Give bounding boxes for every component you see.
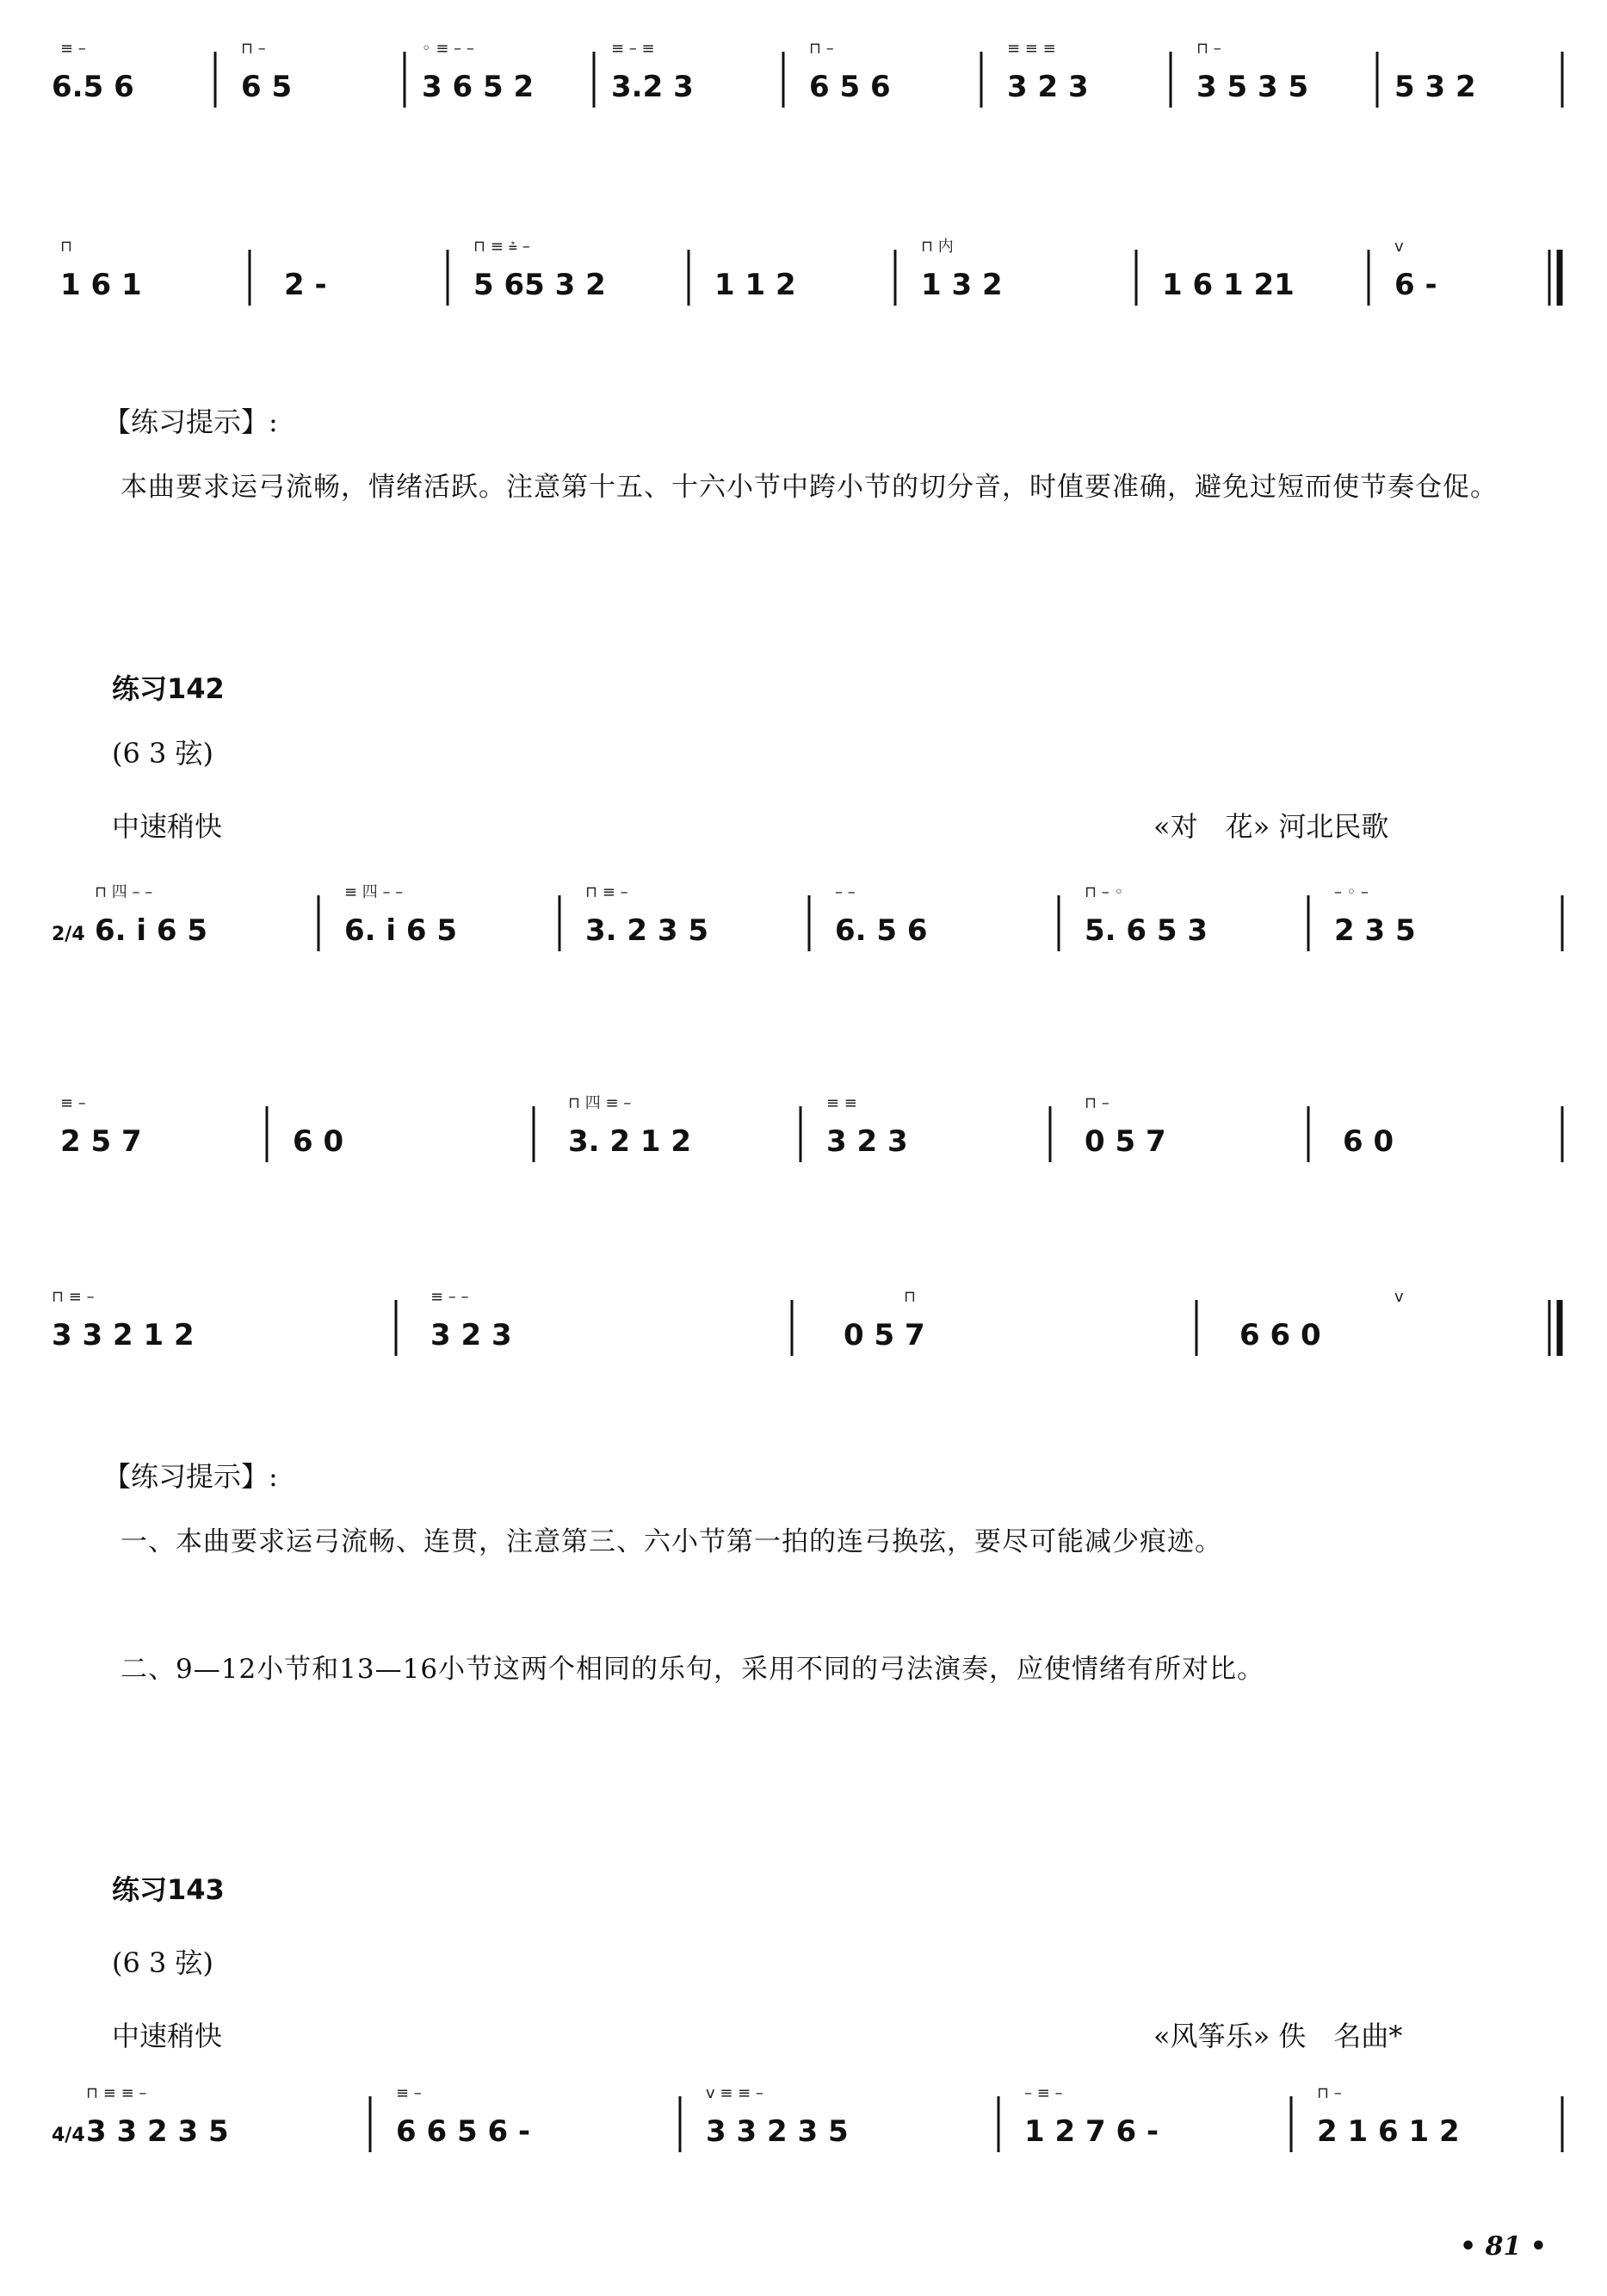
measure: 0 5 7 bbox=[844, 1318, 925, 1352]
measure: 6. 5 6 bbox=[835, 913, 928, 948]
svg-text:⊓ –: ⊓ – bbox=[1196, 40, 1221, 58]
svg-text:⊓: ⊓ bbox=[904, 1288, 917, 1306]
time-signature: 4/4 bbox=[52, 2125, 85, 2146]
tempo-marking: 中速稍快 bbox=[112, 810, 223, 843]
svg-text:≡ – ≡: ≡ – ≡ bbox=[611, 40, 655, 58]
measure: 2 1 6 1 2 bbox=[1317, 2114, 1460, 2149]
measure: 2 3 5 bbox=[1334, 913, 1416, 948]
measure: 3 2 3 bbox=[430, 1318, 512, 1352]
measure: 3 2 3 bbox=[826, 1124, 908, 1159]
svg-text:≡ ≡ ≡: ≡ ≡ ≡ bbox=[1007, 40, 1056, 58]
exercise-title: 练习142 bbox=[112, 672, 225, 705]
measure: 3 3 2 3 5 bbox=[86, 2114, 229, 2149]
tempo-marking: 中速稍快 bbox=[112, 2020, 223, 2052]
svg-text:v ≡ ≡ –: v ≡ ≡ – bbox=[706, 2084, 763, 2102]
svg-text:⊓ 四 ≡ –: ⊓ 四 ≡ – bbox=[568, 1094, 632, 1112]
measure: 1 3 2 bbox=[921, 268, 1003, 302]
practice-hint-label: 【练习提示】: bbox=[103, 405, 278, 438]
piece-source: «风筝乐» 佚 名曲* bbox=[1153, 2020, 1403, 2052]
music-line-top-1 bbox=[52, 34, 1567, 112]
measure: 6.5 6 bbox=[52, 70, 134, 104]
measure: 3 3 2 3 5 bbox=[706, 2114, 849, 2149]
string-indication: (6 3 弦) bbox=[112, 737, 214, 770]
measure: 3 3 2 1 2 bbox=[52, 1318, 195, 1352]
exercise-title: 练习143 bbox=[112, 1873, 225, 1906]
svg-text:◦ ≡ – –: ◦ ≡ – – bbox=[422, 40, 474, 58]
measure: 2 5 7 bbox=[60, 1124, 142, 1159]
svg-text:– ≡ –: – ≡ – bbox=[1024, 2084, 1063, 2102]
music-line-142-3 bbox=[52, 1283, 1567, 1360]
measure: 6 6 0 bbox=[1239, 1318, 1321, 1352]
measure: 1 1 2 bbox=[714, 268, 796, 302]
practice-hint-label: 【练习提示】: bbox=[103, 1460, 278, 1493]
measure: 1 6 1 bbox=[60, 268, 142, 302]
measure: 6. i 6 5 bbox=[95, 913, 208, 948]
svg-text:⊓ –: ⊓ – bbox=[241, 40, 266, 58]
svg-text:⊓ ≡ –: ⊓ ≡ – bbox=[52, 1288, 95, 1306]
measure: 3 2 3 bbox=[1007, 70, 1089, 104]
page-number: • 81 • bbox=[1460, 2231, 1547, 2262]
svg-text:⊓ –: ⊓ – bbox=[809, 40, 834, 58]
svg-text:– –: – – bbox=[835, 883, 856, 901]
music-line-top-2 bbox=[52, 232, 1567, 310]
svg-text:⊓ ≡ ≡ –: ⊓ ≡ ≡ – bbox=[86, 2084, 147, 2102]
measure: 3 5 3 5 bbox=[1196, 70, 1309, 104]
practice-hint-point-2: 二、9—12小节和13—16小节这两个相同的乐句，采用不同的弓法演奏，应使情绪有所对比。 bbox=[121, 1654, 1265, 1685]
measure: 3. 2 1 2 bbox=[568, 1124, 692, 1159]
svg-text:≡ –: ≡ – bbox=[396, 2084, 422, 2102]
svg-text:≡ – –: ≡ – – bbox=[430, 1288, 469, 1306]
measure: 3.2 3 bbox=[611, 70, 694, 104]
measure: 6. i 6 5 bbox=[344, 913, 458, 948]
svg-text:≡ ≡: ≡ ≡ bbox=[826, 1094, 857, 1112]
measure: 6 5 6 bbox=[809, 70, 891, 104]
svg-text:⊓ 四 – –: ⊓ 四 – – bbox=[95, 883, 153, 901]
svg-text:⊓ ≡ ⩮ –: ⊓ ≡ ⩮ – bbox=[473, 238, 530, 256]
practice-hint-point-1: 一、本曲要求运弓流畅、连贯，注意第三、六小节第一拍的连弓换弦，要尽可能减少痕迹。 bbox=[121, 1526, 1222, 1557]
svg-text:– ◦ –: – ◦ – bbox=[1334, 883, 1369, 901]
svg-text:⊓ – ◦: ⊓ – ◦ bbox=[1085, 883, 1124, 901]
measure: 6 5 bbox=[241, 70, 293, 104]
svg-text:≡ –: ≡ – bbox=[60, 1094, 86, 1112]
svg-text:≡ 四 – –: ≡ 四 – – bbox=[344, 883, 404, 901]
measure: 5. 6 5 3 bbox=[1085, 913, 1208, 948]
measure: 5 65 3 2 bbox=[473, 268, 606, 302]
time-signature: 2/4 bbox=[52, 924, 85, 945]
music-line-142-2 bbox=[52, 1089, 1567, 1167]
measure: 6 0 bbox=[293, 1124, 344, 1159]
measure: 6 - bbox=[1394, 268, 1437, 302]
practice-hint-text: 本曲要求运弓流畅，情绪活跃。注意第十五、十六小节中跨小节的切分音，时值要准确，避免过短而使节奏仓促。 bbox=[121, 472, 1498, 503]
measure: 0 5 7 bbox=[1085, 1124, 1166, 1159]
measure: 3. 2 3 5 bbox=[585, 913, 709, 948]
piece-source: «对 花» 河北民歌 bbox=[1153, 810, 1389, 843]
svg-text:⊓ 内: ⊓ 内 bbox=[921, 238, 954, 256]
string-indication: (6 3 弦) bbox=[112, 1946, 214, 1979]
measure: 6 0 bbox=[1343, 1124, 1394, 1159]
music-line-142-1 bbox=[52, 878, 1567, 956]
svg-text:⊓ –: ⊓ – bbox=[1085, 1094, 1109, 1112]
svg-text:≡ –: ≡ – bbox=[60, 40, 86, 58]
svg-text:⊓: ⊓ bbox=[60, 238, 73, 256]
svg-text:⊓ ≡ –: ⊓ ≡ – bbox=[585, 883, 628, 901]
measure: 2 - bbox=[284, 268, 327, 302]
svg-text:v: v bbox=[1394, 1288, 1404, 1306]
music-line-143-1 bbox=[52, 2079, 1567, 2157]
measure: 6 6 5 6 - bbox=[396, 2114, 531, 2149]
measure: 3 6 5 2 bbox=[422, 70, 535, 104]
svg-text:v: v bbox=[1394, 238, 1404, 256]
measure: 5 3 2 bbox=[1394, 70, 1476, 104]
measure: 1 2 7 6 - bbox=[1024, 2114, 1159, 2149]
measure: 1 6 1 21 bbox=[1162, 268, 1295, 302]
svg-text:⊓ –: ⊓ – bbox=[1317, 2084, 1342, 2102]
